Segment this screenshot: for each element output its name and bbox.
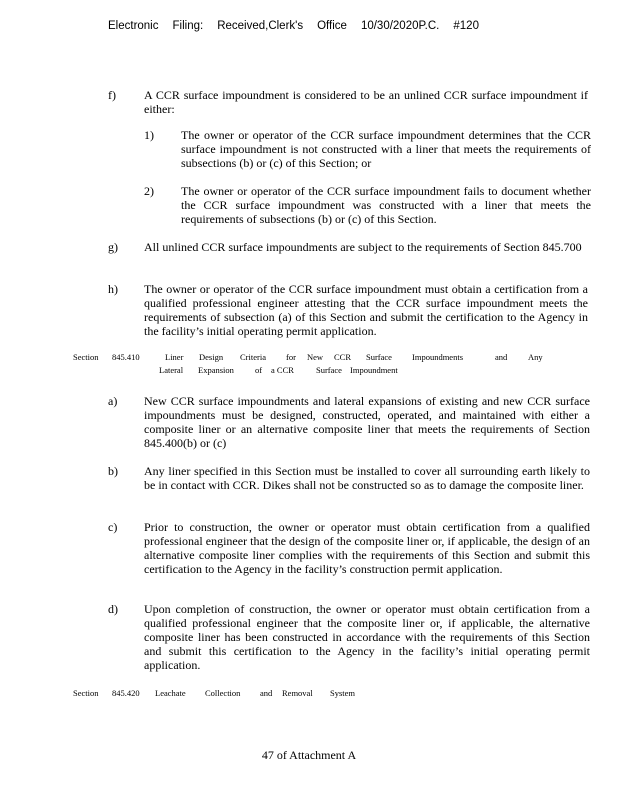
title-word: and [495, 352, 508, 362]
subitem-label-f2: 2) [144, 184, 154, 198]
title-word: Liner [165, 352, 184, 362]
item-label-c: c) [108, 520, 118, 534]
header-office: Office [317, 20, 347, 32]
title-word: CCR [334, 352, 352, 362]
title-word: a CCR [271, 365, 294, 375]
item-text-a: New CCR surface impoundments and lateral expansions of existing and new CCR surface impoundments must be designed, constructed, operated, and maintained with either a composite liner or an alternative composite liner that meets the requirements of Section 845.400(b) or (c) [144, 394, 590, 450]
title-word: Lateral [159, 365, 184, 375]
section-number: 845.420 [112, 688, 140, 698]
item-text-c: Prior to construction, the owner or operator must obtain certification from a qualified professional engineer that the design of the composite liner or, if applicable, the design of an alternative composite liner complies with the requirements of this Section and submit this certification to the Agency in the facility’s construction permit application. [144, 520, 590, 576]
header-date: 10/30/2020P.C. [360, 20, 440, 32]
title-word: Surface [316, 365, 342, 375]
title-word: New [307, 352, 324, 362]
section-word: Section [73, 688, 99, 698]
section-845-410-heading [0, 352, 618, 378]
title-word: Leachate [155, 688, 186, 698]
section-number: 845.410 [112, 352, 140, 362]
item-label-d: d) [108, 602, 118, 616]
item-text-b: Any liner specified in this Section must be installed to cover all surrounding earth likely to be in contact with CCR. Dikes shall not be constructed so as to damage the composite liner. [144, 464, 590, 492]
title-word: for [286, 352, 296, 362]
title-word: of [255, 365, 263, 375]
header-filing: Filing: [172, 20, 204, 32]
page-footer: 47 of Attachment A [261, 748, 357, 762]
title-word: Expansion [198, 365, 234, 375]
title-word: Impoundments [412, 352, 463, 362]
subitem-label-f1: 1) [144, 128, 154, 142]
title-word: Removal [282, 688, 313, 698]
filing-header [108, 20, 548, 32]
item-text-f: A CCR surface impoundment is considered to be an unlined CCR surface impoundment if either: [144, 88, 588, 116]
section-845-420-heading [0, 688, 618, 700]
subitem-text-f2: The owner or operator of the CCR surface impoundment fails to document whether the CCR surface impoundment was constructed with a liner that meets the requirements of subsections (b) or (c) of this Section. [181, 184, 591, 226]
title-word: Surface [366, 352, 392, 362]
item-label-a: a) [108, 394, 118, 408]
item-label-h: h) [108, 282, 118, 296]
title-word: and [260, 688, 273, 698]
title-word: Design [199, 352, 224, 362]
subitem-text-f1: The owner or operator of the CCR surface impoundment determines that the CCR surface impoundment is not constructed with a liner that meets the requirements of subsections (b) or (c) of this Section; or [181, 128, 591, 170]
title-word: Impoundment [350, 365, 398, 375]
item-text-h: The owner or operator of the CCR surface impoundment must obtain a certification from a qualified professional engineer attesting that the CCR surface impoundment meets the requirements of subsection (a) of this Section and submit the certification to the Agency in the facility’s initial operating permit application. [144, 282, 588, 338]
title-word: Criteria [240, 352, 266, 362]
header-number: #120 [453, 20, 479, 32]
item-label-b: b) [108, 464, 118, 478]
section-word: Section [73, 352, 99, 362]
item-text-d: Upon completion of construction, the owner or operator must obtain certification from a qualified professional engineer that the composite liner or, if applicable, the alternative composite liner has been constructed in accordance with the requirements of this Section and submit this certification to the Agency in the facility’s initial operating permit application. [144, 602, 590, 672]
title-word: Any [528, 352, 543, 362]
item-label-f: f) [108, 88, 116, 102]
title-word: Collection [205, 688, 241, 698]
header-received: Received,Clerk's [217, 20, 304, 32]
item-text-g: All unlined CCR surface impoundments are subject to the requirements of Section 845.700 [144, 240, 582, 254]
item-label-g: g) [108, 240, 118, 254]
header-electronic: Electronic [108, 20, 159, 32]
title-word: System [330, 688, 356, 698]
